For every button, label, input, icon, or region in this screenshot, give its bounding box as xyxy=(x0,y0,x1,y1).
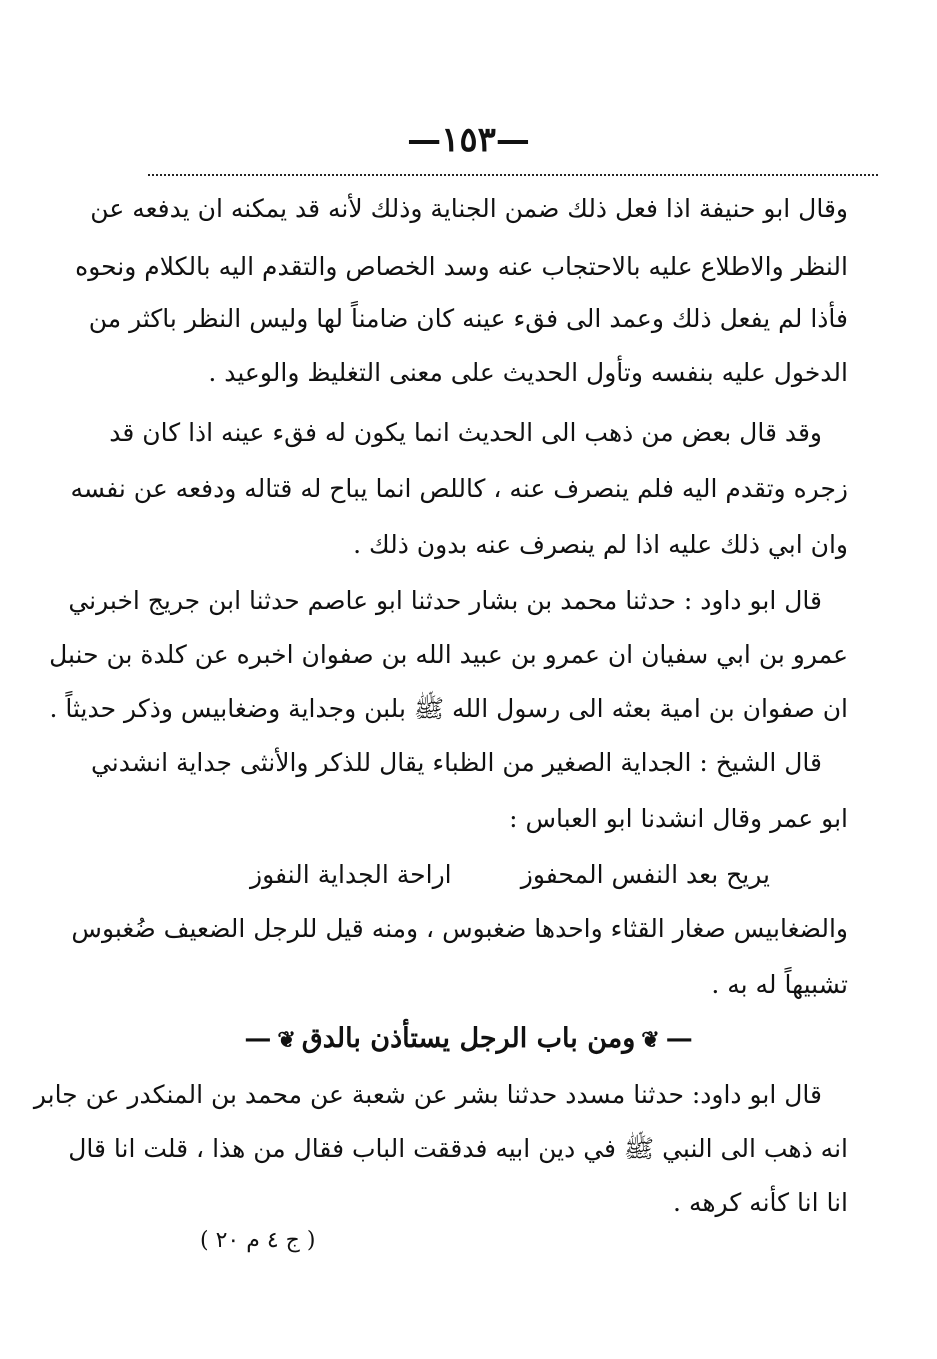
signature-mark: ( ج ٤ م ٢٠ ) xyxy=(200,1228,316,1253)
paragraph-4-line-2: ابو عمر وقال انشدنا ابو العباس : xyxy=(509,804,848,833)
paragraph-6-line-3: انا انا كأنه كرهه . xyxy=(673,1188,848,1217)
poetry-verse xyxy=(250,846,770,904)
paragraph-3-line-1: قال ابو داود : حدثنا محمد بن بشار حدثنا ابو عاصم حدثنا ابن جريج اخبرني xyxy=(68,586,822,615)
heading-ornament-left: ❦ xyxy=(277,1027,296,1053)
paragraph-5-line-2: تشبيهاً له به . xyxy=(711,970,848,999)
paragraph-2-line-3: وان ابي ذلك عليه اذا لم ينصرف عنه بدون ذلك . xyxy=(353,530,848,559)
paragraph-5-line-1: والضغابيس صغار القثاء واحدها ضغبوس ، ومنه قيل للرجل الضعيف ضُغبوس xyxy=(71,914,848,943)
paragraph-1-line-1: وقال ابو حنيفة اذا فعل ذلك ضمن الجناية وذلك لأنه قد يمكنه ان يدفعه عن xyxy=(90,194,848,223)
paragraph-3-line-2: عمرو بن ابي سفيان ان عمرو بن عبيد الله بن صفوان اخبره عن كلدة بن حنبل xyxy=(49,640,848,669)
paragraph-6-line-1: قال ابو داود: حدثنا مسدد حدثنا بشر عن شعبة عن محمد بن المنكدر عن جابر xyxy=(33,1080,822,1109)
paragraph-1-line-3: فأذا لم يفعل ذلك وعمد الى فقء عينه كان ضامناً لها وليس النظر باكثر من xyxy=(88,304,848,333)
chapter-title: ومن باب الرجل يستأذن بالدق xyxy=(301,1023,636,1054)
paragraph-2-line-2: زجره وتقدم اليه فلم ينصرف عنه ، كاللص انما يباح له قتاله ودفعه عن نفسه xyxy=(70,474,848,503)
paragraph-6-line-2: انه ذهب الى النبي ﷺ في دين ابيه فدققت الباب فقال من هذا ، قلت انا قال xyxy=(68,1134,848,1163)
paragraph-1-line-2: النظر والاطلاع عليه بالاحتجاب عنه وسد الخصاص والتقدم اليه بالكلام ونحوه xyxy=(75,252,848,281)
paragraph-4-line-1: قال الشيخ : الجداية الصغير من الظباء يقال للذكر والأنثى جداية انشدني xyxy=(90,748,822,777)
header-rule xyxy=(148,174,878,176)
paragraph-2-line-1: وقد قال بعض من ذهب الى الحديث انما يكون له فقء عينه اذا كان قد xyxy=(109,418,822,447)
verse-first-hemistich: يريح بعد النفس المحفوز xyxy=(520,860,770,889)
chapter-heading: —❦ومن باب الرجل يستأذن بالدق❦— xyxy=(244,1023,693,1054)
page-number: —١٥٣— xyxy=(407,120,530,160)
verse-second-hemistich: اراحة الجداية النفوز xyxy=(250,860,452,889)
paragraph-3-line-3: ان صفوان بن امية بعثه الى رسول الله ﷺ بلبن وجداية وضغابيس وذكر حديثاً . xyxy=(49,694,848,723)
paragraph-1-line-4: الدخول عليه بنفسه وتأول الحديث على معنى التغليظ والوعيد . xyxy=(208,358,848,387)
heading-ornament-right: ❦ xyxy=(641,1027,660,1053)
